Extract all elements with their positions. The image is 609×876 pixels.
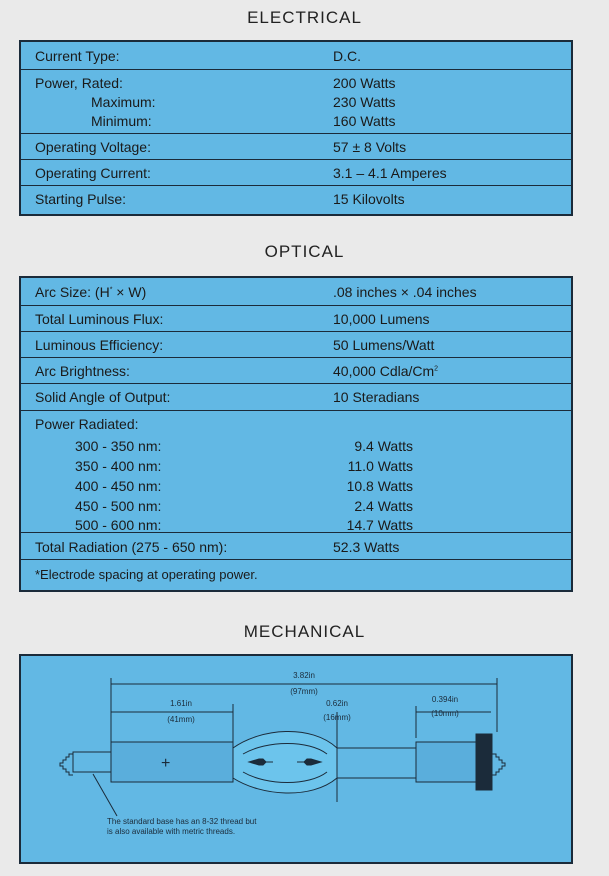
table-row	[21, 559, 571, 590]
lamp-drawing	[21, 656, 571, 862]
dim-overall: 3.82in	[293, 671, 315, 680]
brightness-value: 40,000 Cdla/Cm$^2$	[333, 363, 439, 379]
band-value: 14.7 Watts	[346, 517, 413, 533]
lamp-tube	[337, 748, 416, 778]
table-row	[21, 383, 571, 410]
solid-angle-value: 10 Steradians	[333, 389, 420, 405]
total-flux-value: 10,000 Lumens	[333, 311, 430, 327]
efficiency-label: Luminous Efficiency:	[35, 337, 164, 353]
mechanical-title: MECHANICAL	[243, 622, 366, 641]
power-max-value: 230 Watts	[333, 94, 396, 110]
table-row	[21, 331, 571, 357]
table-row	[21, 133, 571, 159]
table-row	[21, 532, 571, 559]
brightness-label: Arc Brightness:	[35, 363, 130, 379]
table-row	[21, 410, 571, 532]
optical-title: OPTICAL	[264, 242, 345, 261]
starting-pulse-label: Starting Pulse:	[35, 191, 127, 207]
left-thread	[60, 754, 73, 775]
power-rated-value: 200 Watts	[333, 75, 396, 91]
band-label: 400 - 450 nm:	[75, 478, 162, 494]
band-label: 300 - 350 nm:	[75, 438, 162, 454]
lamp-body	[111, 742, 233, 782]
current-type-value: D.C.	[333, 48, 361, 64]
operating-current-label: Operating Current:	[35, 165, 151, 181]
band-label: 500 - 600 nm:	[75, 517, 162, 533]
total-flux-label: Total Luminous Flux:	[35, 311, 164, 327]
optical-table	[19, 276, 573, 592]
left-connector	[73, 752, 111, 772]
dim-body-mm: (41mm)	[167, 715, 195, 724]
total-radiation-label: Total Radiation (275 - 650 nm):	[35, 539, 228, 555]
arc-size-value: .08 inches × .04 inches	[333, 284, 477, 300]
note-line-2: is also available with metric threads.	[107, 827, 236, 836]
power-radiated-label: Power Radiated:	[35, 416, 139, 432]
table-row	[21, 42, 571, 69]
band-value: 10.8 Watts	[346, 478, 413, 494]
lamp-end	[416, 742, 476, 782]
arc-size-label: Arc Size: (H* × W)	[35, 284, 147, 300]
operating-voltage-value: 57 ± 8 Volts	[333, 139, 407, 155]
starting-pulse-value: 15 Kilovolts	[333, 191, 405, 207]
table-row	[21, 185, 571, 212]
band-label: 450 - 500 nm:	[75, 498, 162, 514]
operating-voltage-label: Operating Voltage:	[35, 139, 151, 155]
band-label: 350 - 400 nm:	[75, 458, 162, 474]
current-type-label: Current Type:	[35, 48, 120, 64]
footnote: *Electrode spacing at operating power.	[35, 567, 258, 582]
knurled-cap	[476, 734, 492, 790]
efficiency-value: 50 Lumens/Watt	[333, 337, 435, 353]
dim-end: 0.394in	[431, 695, 459, 704]
band-value: 2.4 Watts	[354, 498, 413, 514]
plus-sign: +	[161, 755, 171, 772]
power-max-label: Maximum:	[91, 94, 156, 110]
band-value: 11.0 Watts	[347, 458, 413, 474]
total-radiation-value: 52.3 Watts	[333, 539, 400, 555]
mechanical-diagram	[19, 654, 573, 864]
dim-body: 1.61in	[170, 699, 192, 708]
power-rated-label: Power, Rated:	[35, 75, 123, 91]
right-thread	[492, 754, 505, 775]
table-row	[21, 305, 571, 331]
dim-bulb-mm: (16mm)	[323, 713, 351, 722]
table-row	[21, 159, 571, 185]
electrical-title: ELECTRICAL	[247, 8, 362, 27]
band-value: 9.4 Watts	[354, 438, 413, 454]
note-line-1: The standard base has an 8-32 thread but	[107, 817, 257, 826]
dim-overall-mm: (97mm)	[290, 687, 318, 696]
table-row	[21, 357, 571, 383]
operating-current-value: 3.1 – 4.1 Amperes	[333, 165, 447, 181]
table-row	[21, 69, 571, 133]
dim-bulb: 0.62in	[326, 699, 348, 708]
solid-angle-label: Solid Angle of Output:	[35, 389, 171, 405]
electrical-table	[19, 40, 573, 216]
power-min-value: 160 Watts	[333, 113, 396, 129]
dim-end-mm: (10mm)	[431, 709, 459, 718]
table-row	[21, 278, 571, 305]
power-min-label: Minimum:	[91, 113, 152, 129]
